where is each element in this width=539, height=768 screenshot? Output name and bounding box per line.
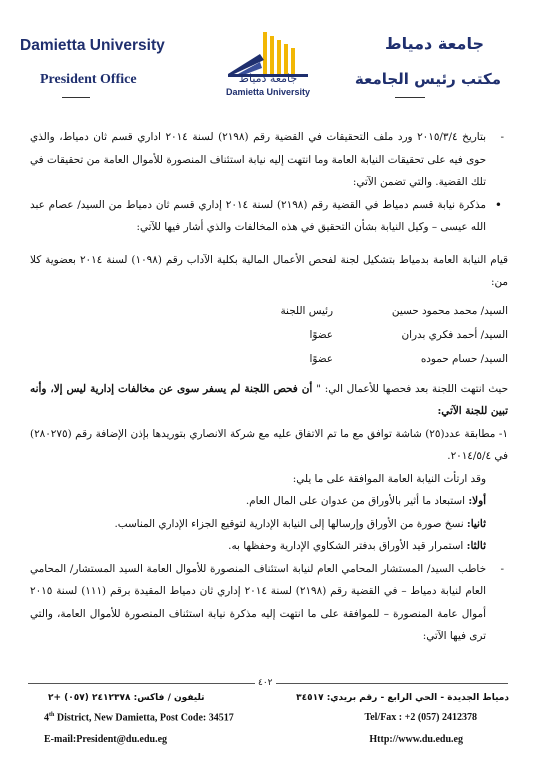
- bullet-marker-icon: •: [494, 197, 502, 212]
- footer-address-ar: دمياط الجديدة - الحي الرابع - رقم بريدي: ٣٤٥١٧: [296, 693, 509, 703]
- decision-second-text: نسخ صورة من الأوراق وإرسالها إلى النيابة الإدارية لتوقيع الجزاء الإداري المناسب.: [114, 517, 467, 530]
- footer-address-num: 4: [44, 712, 49, 724]
- office-name-ar: مكتب رئيس الجامعة: [354, 70, 501, 88]
- dash-marker: -: [500, 131, 504, 143]
- footer-address-en: [44, 712, 234, 723]
- paragraph-1: [30, 126, 508, 194]
- member-role: رئيس اللجنة: [280, 305, 333, 318]
- logo-caption-ar: جامعة دمياط: [238, 72, 298, 85]
- header-divider-left: [62, 97, 90, 98]
- page-number: ٤٠٢: [255, 678, 276, 688]
- footer-phone-ar: تليفون / فاكس: ٢٤١٢٣٧٨ (٠٥٧) +٢: [48, 693, 205, 703]
- university-name-ar: جامعة دمياط: [384, 34, 484, 53]
- logo-caption-en: Damietta University: [225, 87, 311, 97]
- footer-telfax-en: Tel/Fax : +2 (057) 2412378: [364, 712, 477, 723]
- paragraph-1-text: بتاريخ ٢٠١٥/٣/٤ ورد ملف التحقيقات في القضية رقم (٢١٩٨) لسنة ٢٠١٤ اداري قسم ثان دمياط، والذي حوى فيه على تحقيقات النيابة العامة وما انتهت إليه نيابة استئناف المنصورة للأموال العامة من تحقيقات في تلك القضية. والتي تضمن الآتي:: [30, 131, 486, 188]
- decision-third-text: استمرار قيد الأوراق بدفتر الشكاوي الإدارية وحفظها به.: [228, 540, 467, 552]
- paragraph-2: قيام النيابة العامة بدمياط بتشكيل لجنة لفحص الأعمال المالية بكلية الآداب رقم (١٠٩٨) لسنة ٢٠١٤ بعضوية كلا من:: [30, 253, 508, 288]
- member-row: [30, 300, 508, 324]
- document-body: [30, 126, 508, 648]
- decision-first: [30, 490, 508, 513]
- footer-website[interactable]: Http://www.du.edu.eg: [369, 734, 463, 745]
- decision-intro: وقد ارتأت النيابة العامة الموافقة على ما يلي:: [292, 472, 486, 485]
- paragraph-3: [30, 378, 508, 423]
- dash-marker: -: [500, 562, 504, 575]
- member-name: السيد/ حسام حموده: [420, 353, 508, 366]
- item-1: ١- مطابقة عدد(٢٥) شاشة توافق مع ما تم الاتفاق عليه مع شركة الانصاري بتوريدها بإذن الإضافة رقم (٢٨٠٢٧٥) في ٢٠١٤/٥/٤.: [30, 427, 508, 462]
- decision-third: [30, 535, 508, 558]
- decision-first-label: أولا:: [468, 495, 486, 507]
- bullet-1-text: مذكرة نيابة قسم دمياط في القضية رقم (٢١٩٨) لسنة ٢٠١٤ إداري قسم ثان دمياط من السيد/ عصام عبد الله عيسى – وكيل النيابة بشأن التحقيق في هذه المخالفات والذي أشار فيها للآتي:: [30, 198, 486, 233]
- university-name-en: Damietta University: [20, 37, 165, 54]
- member-row: [30, 324, 508, 348]
- member-name: السيد/ محمد محمود حسين: [391, 305, 508, 318]
- member-role: عضوًا: [309, 329, 333, 342]
- bullet-1: [30, 194, 508, 239]
- footer-address-rest: District, New Damietta, Post Code: 34517: [54, 712, 234, 724]
- member-row: [30, 348, 508, 372]
- decision-first-text: استبعاد ما أثير بالأوراق من عدوان على المال العام.: [245, 495, 469, 507]
- footer-email[interactable]: E-mail:President@du.edu.eg: [44, 734, 168, 745]
- header-divider-right: [395, 97, 425, 98]
- footer-address-sup: th: [49, 712, 55, 718]
- decision-second-label: ثانيا:: [466, 517, 486, 530]
- decision-third-label: ثالثا:: [466, 540, 486, 552]
- paragraph-3-text: حيث انتهت اللجنة بعد فحصها للأعمال الي: ": [316, 382, 508, 395]
- paragraph-4: [30, 558, 508, 648]
- member-name: السيد/ أحمد فكري بدران: [401, 329, 508, 342]
- office-name-en: President Office: [40, 72, 137, 87]
- committee-members: [30, 300, 508, 372]
- paragraph-3-bold: أن فحص اللجنة لم يسفر سوى عن مخالفات إدارية ليس إلا، وأنه تبين للجنة الآتي:: [30, 382, 508, 417]
- decision-second: [30, 513, 508, 536]
- member-role: عضوًا: [309, 353, 333, 366]
- spacer: [30, 239, 508, 249]
- paragraph-4-text: خاطب السيد/ المستشار المحامي العام لنيابة استئناف المنصورة للأموال العامة السيد المستشار/ المحامي العام لنيابة دمياط – في القضية رقم (٢١٩٨) لسنة ٢٠١٤ إداري ثان دمياط المقيدة برقم (١١١) لسنة ٢٠١٥ أموال عامة المنصورة – للموافقة على ما انتهت إليه مذكرة نيابة استئناف المنصورة للأموال العامة، والتي ترى فيها الآتي:: [30, 562, 486, 642]
